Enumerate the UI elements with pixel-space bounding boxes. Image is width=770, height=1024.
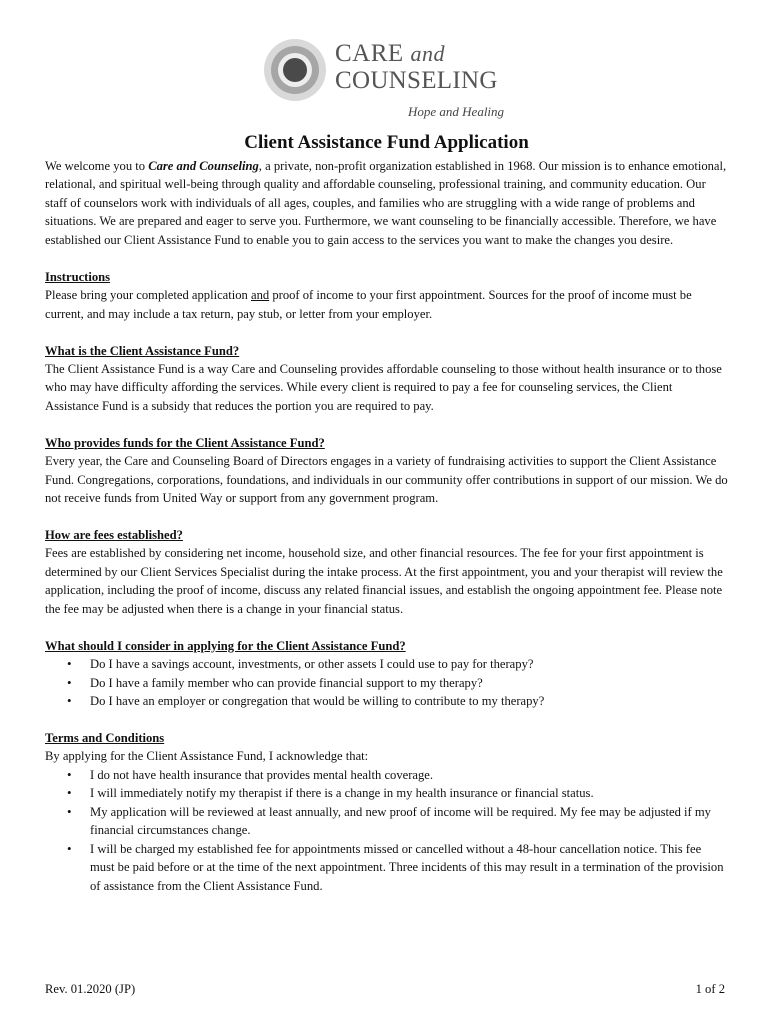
consider-heading: What should I consider in applying for the Client Assistance Fund? <box>45 638 406 653</box>
page-title: Client Assistance Fund Application <box>244 132 529 153</box>
org-name: Care and Counseling <box>148 159 259 173</box>
revision-label: Rev. 01.2020 (JP) <box>45 982 136 996</box>
list-item: • Do I have a savings account, investments, or other assets I could use to pay for therapy? <box>45 655 728 673</box>
what-is-text: The Client Assistance Fund is a way Care and Counseling provides affordable counseling to those without health insurance or to those who may have difficulty affording the services. While every client is required to pay a fee for counseling services, the Client Assistance Fund is a subsidy that reduces the portion you are required to pay. <box>45 361 722 413</box>
terms-intro: By applying for the Client Assistance Fund, I acknowledge that: <box>45 749 369 764</box>
fees-text: Fees are established by considering net income, household size, and other financial resources. The fee for your first appointment is determined by our Client Services Specialist during the intake process. At the first appointment, you and your therapist will review the application, including the proof of income, discuss any related financial issues, and establish the ongoing appointment fee. Please note the fee may be adjusted when there is a change in your financial status. <box>45 546 723 616</box>
instructions-heading: Instructions <box>45 269 111 284</box>
logo <box>263 36 523 122</box>
logo-care-text: CARE and <box>335 40 445 67</box>
list-item: • Do I have a family member who can provide financial support to my therapy? <box>45 674 728 692</box>
terms-heading: Terms and Conditions <box>45 730 165 745</box>
list-item: • Do I have an employer or congregation that would be willing to contribute to my therapy? <box>45 692 728 710</box>
list-item: • My application will be reviewed at least annually, and new proof of income will be required. My fee may be adjusted if my financial circumstances change. <box>45 803 728 840</box>
consider-list <box>45 655 728 710</box>
terms-list <box>45 766 728 895</box>
list-item: • I do not have health insurance that provides mental health coverage. <box>45 766 728 784</box>
logo-and-text: and <box>410 41 445 66</box>
intro-paragraph: We welcome you to Care and Counseling, a private, non-profit organization established in 1968. Our mission is to enhance emotional, relational, and spiritual well-being through quality and affordable counseling, professional training, and community education. Our staff of counselors work with individuals of all ages, couples, and families who are struggling with a wide range of problems and situations. We are prepared and eager to serve you. Furthermore, we want counseling to be financially accessible. Therefore, we have established our Client Assistance Fund to enable you to gain access to the services you want to make the changes you desire. <box>45 159 727 247</box>
list-item: • I will be charged my established fee for appointments missed or cancelled without a 48-hour cancellation notice. This fee must be paid before or at the time of the next appointment. Three incidents of this may result in a termination of the provision of assistance from the Client Assistance Fund. <box>45 840 728 895</box>
logo-tagline: Hope and Healing <box>408 104 505 119</box>
document-body <box>45 157 728 895</box>
list-item: • I will immediately notify my therapist if there is a change in my health insurance or financial status. <box>45 784 728 802</box>
instructions-text: Please bring your completed application and proof of income to your first appointment. Sources for the proof of income must be current, and may include a tax return, pay stub, or letter from your employer. <box>45 288 692 321</box>
who-provides-text: Every year, the Care and Counseling Board of Directors engages in a variety of fundraising activities to support the Client Assistance Fund. Congregations, corporations, foundations, and individuals in our community offer contributions in support of our mission. We do not receive funds from United Way or support from any government program. <box>45 454 728 506</box>
logo-counseling-text: COUNSELING <box>335 67 498 94</box>
logo-rings-icon <box>263 36 331 104</box>
who-provides-heading: Who provides funds for the Client Assistance Fund? <box>45 435 325 450</box>
page-number: 1 of 2 <box>695 982 725 996</box>
what-is-heading: What is the Client Assistance Fund? <box>45 343 240 358</box>
fees-heading: How are fees established? <box>45 528 183 542</box>
